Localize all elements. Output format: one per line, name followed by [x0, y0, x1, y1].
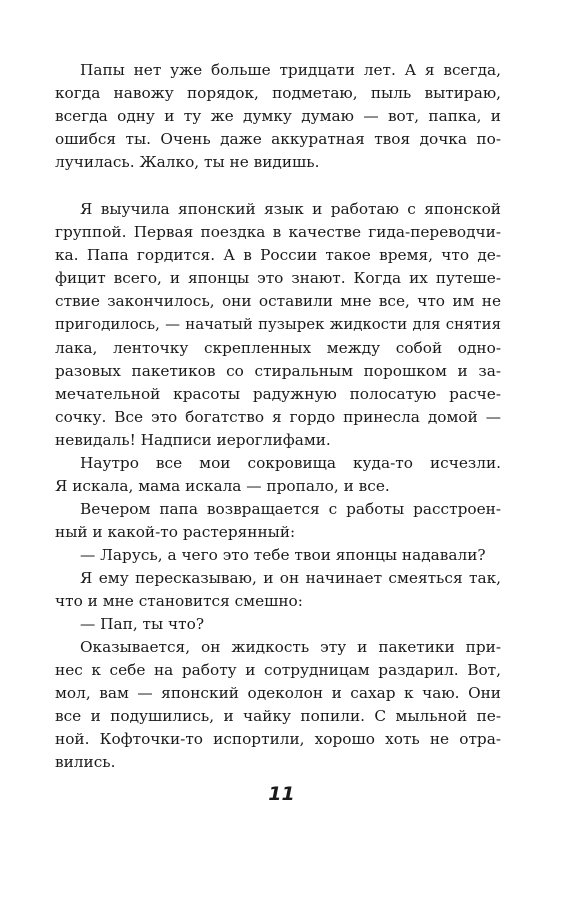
text-line: невидаль! Надписи иероглифами. [55, 430, 331, 449]
paragraph-8 [55, 636, 501, 775]
page-number: 11 [268, 783, 295, 805]
text-line: нес к себе на работу и сотрудницам раздарил. Вот, [55, 661, 501, 680]
text-line: ка. Папа гордится. А в России такое время, что де- [55, 246, 501, 265]
text-line: Вечером папа возвращается с работы расстроен- [80, 500, 501, 518]
paragraph-7 [55, 613, 501, 636]
text-line: сочку. Все это богатство я гордо принесла домой — [55, 407, 501, 426]
text-line: Я ему пересказываю, и он начинает смеяться так, [80, 569, 501, 587]
text-line: Папы нет уже больше тридцати лет. А я всегда, [80, 61, 501, 79]
text-line: лучилась. Жалко, ты не видишь. [55, 153, 320, 172]
text-line: группой. Первая поездка в качестве гида-переводчи- [55, 223, 501, 242]
text-line: — Ларусь, а чего это тебе твои японцы надавали? [80, 546, 486, 564]
paragraph-3 [55, 452, 501, 498]
text-line: мечательной красоты радужную полосатую расче- [55, 384, 501, 403]
text-line: Я выучила японский язык и работаю с японской [80, 200, 501, 218]
text-line: ошибся ты. Очень даже аккуратная твоя дочка по- [55, 130, 501, 149]
text-line: пригодилось, — начатый пузырек жидкости для снятия [55, 315, 501, 334]
text-line: все и подушились, и чайку попили. С мыльной пе- [55, 707, 501, 726]
text-line: мол, вам — японский одеколон и сахар к чаю. Они [55, 684, 501, 703]
text-line: вились. [55, 753, 116, 772]
paragraph-6 [55, 567, 501, 613]
text-line: Наутро все мои сокровища куда-то исчезли. [80, 454, 501, 472]
text-line: разовых пакетиков со стиральным порошком и за- [55, 361, 501, 380]
text-line: фицит всего, и японцы это знают. Когда их путеше- [55, 269, 501, 288]
paragraph-2 [55, 198, 501, 452]
paragraph-1 [55, 59, 501, 174]
text-line: Я искала, мама искала — пропало, и все. [55, 477, 390, 496]
text-line: всегда одну и ту же думку думаю — вот, папка, и [55, 107, 501, 126]
text-line: ной. Кофточки-то испортили, хорошо хоть не отра- [55, 730, 501, 749]
paragraph-5 [55, 544, 501, 567]
text-line: — Пап, ты что? [80, 615, 205, 633]
text-line: лака, ленточку скрепленных между собой одно- [55, 338, 501, 357]
text-line: Оказывается, он жидкость эту и пакетики при- [80, 638, 501, 656]
text-line: что и мне становится смешно: [55, 592, 303, 611]
paragraph-4 [55, 498, 501, 544]
text-line: когда навожу порядок, подметаю, пыль вытираю, [55, 84, 501, 103]
text-line: ный и какой-то растерянный: [55, 523, 296, 542]
text-line: ствие закончилось, они оставили мне все, что им не [55, 292, 501, 311]
